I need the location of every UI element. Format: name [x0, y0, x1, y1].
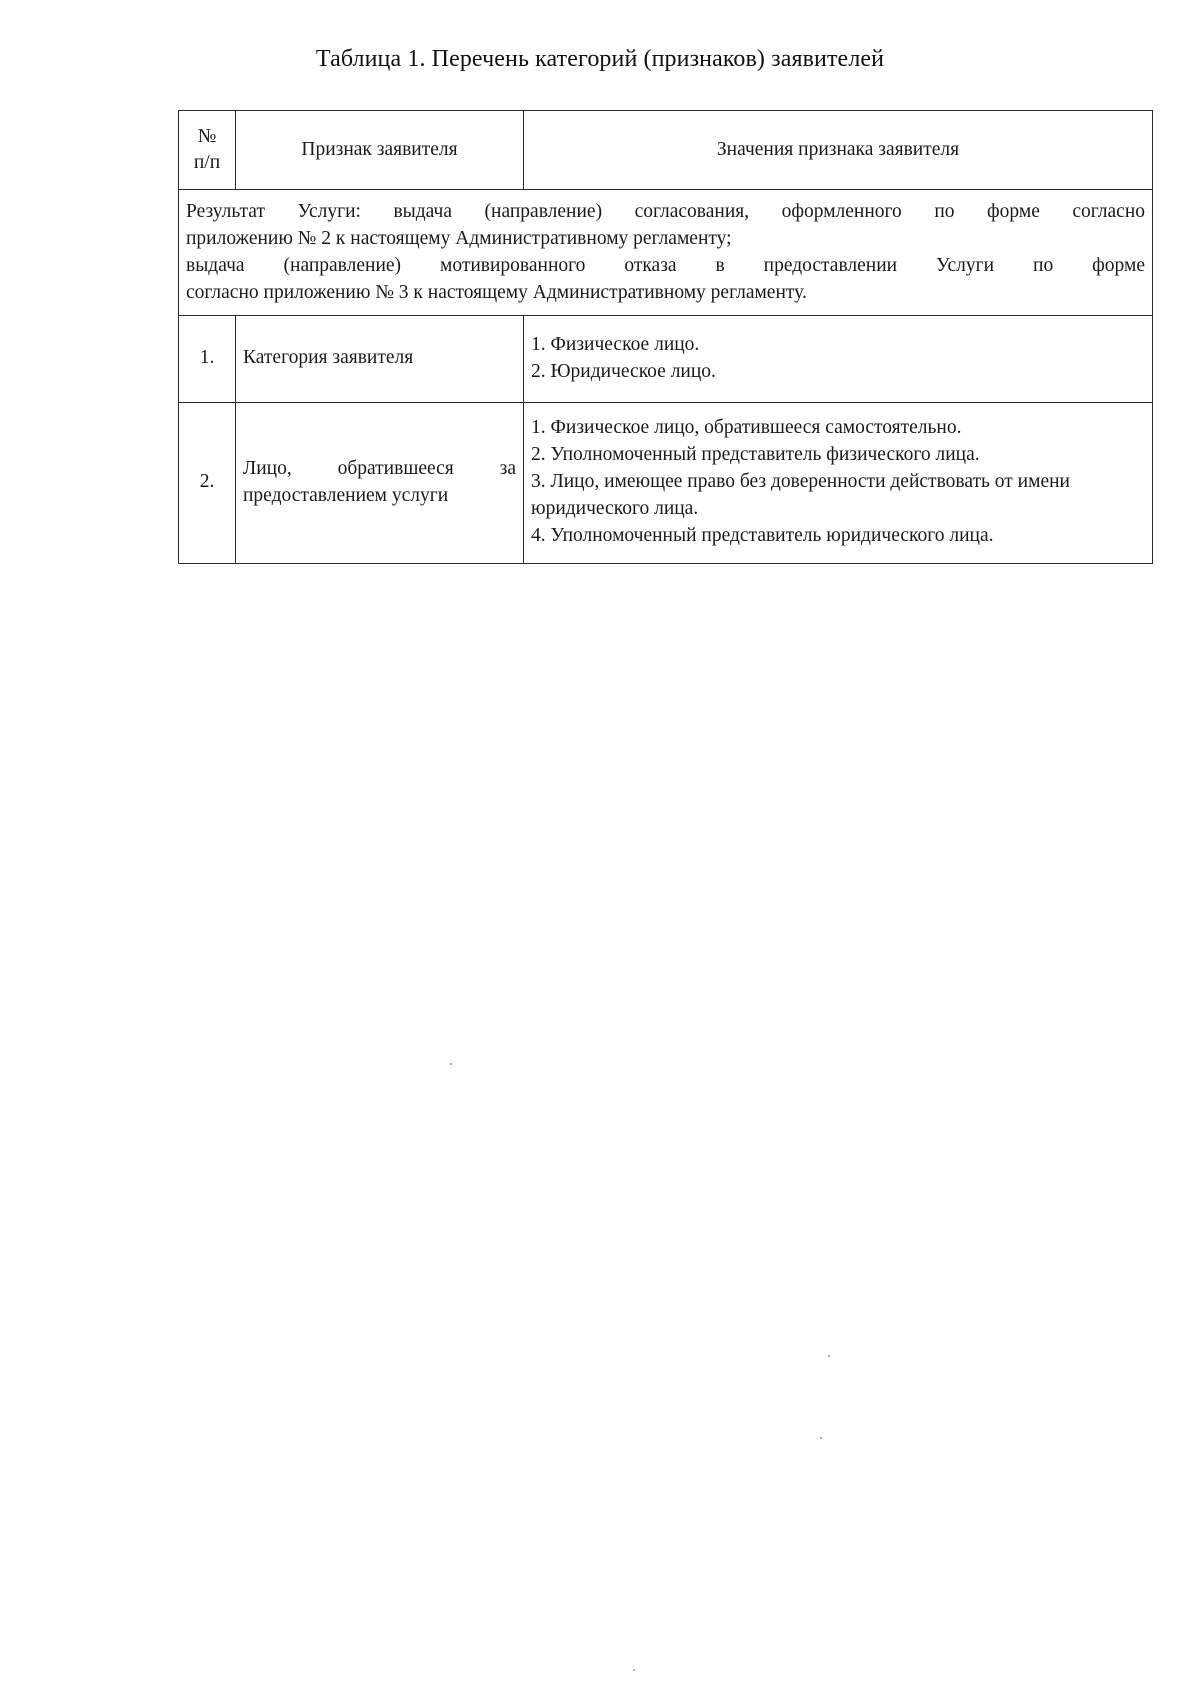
result-line: выдача (направление) мотивированного отказа в предоставлении Услуги по форме [186, 254, 1145, 276]
result-line: Результат Услуги: выдача (направление) согласования, оформленного по форме согласно [186, 201, 1145, 222]
page-title: Таблица 1. Перечень категорий (признаков) заявителей [315, 46, 885, 72]
service-result-row [179, 190, 1153, 316]
header-number-abbrev: п/п [193, 152, 221, 173]
header-number-symbol: № [197, 125, 217, 147]
scan-speck [828, 1355, 830, 1357]
value-item: 2. Юридическое лицо. [531, 360, 716, 382]
row-number: 2. [179, 402, 236, 563]
header-attribute: Признак заявителя [236, 111, 524, 190]
scan-speck [633, 1669, 635, 1671]
row-attribute: Категория заявителя [236, 315, 524, 402]
table-header-row [179, 111, 1153, 190]
applicant-categories-table [178, 110, 1153, 564]
header-number [179, 111, 236, 190]
value-item: 1. Физическое лицо. [531, 333, 700, 355]
table-row [179, 315, 1153, 402]
value-item: 4. Уполномоченный представитель юридического лица. [531, 524, 994, 546]
service-result-cell [179, 190, 1153, 316]
value-item: 1. Физическое лицо, обратившееся самостоятельно. [531, 417, 962, 439]
row-values [524, 402, 1153, 563]
scan-speck [450, 1063, 452, 1065]
row-number: 1. [179, 315, 236, 402]
row-attribute: Лицо, обратившееся за предоставлением услуги [236, 402, 524, 563]
result-line: приложению № 2 к настоящему Административному регламенту; [186, 227, 732, 249]
value-item: 2. Уполномоченный представитель физического лица. [531, 444, 980, 466]
header-values: Значения признака заявителя [524, 111, 1153, 190]
scan-speck [820, 1437, 822, 1439]
row-values [524, 315, 1153, 402]
table-row [179, 402, 1153, 563]
value-item: 3. Лицо, имеющее право без доверенности действовать от имени юридического лица. [531, 471, 1070, 520]
result-line: согласно приложению № 3 к настоящему Административному регламенту. [186, 281, 807, 303]
